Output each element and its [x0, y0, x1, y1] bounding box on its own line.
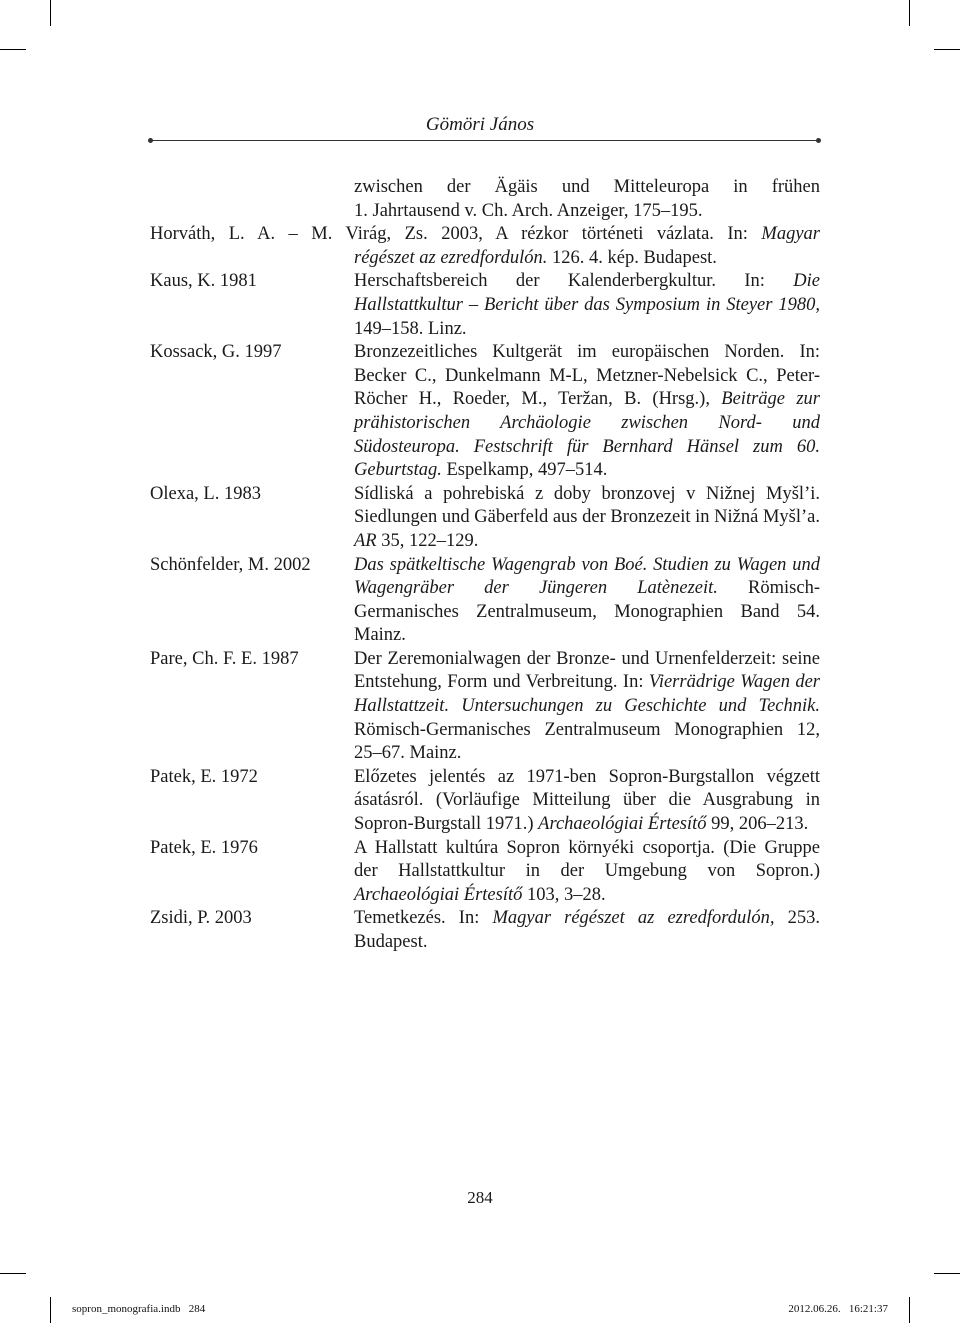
crop-mark [934, 1273, 960, 1274]
entry-author: Patek, E. 1972 [150, 766, 258, 787]
bibliography [150, 176, 820, 955]
entry-text [354, 907, 820, 954]
entry-title: Herschaftsbereich der Kalenderbergkultur. In: [354, 271, 794, 292]
entry-title: A Hallstatt kultúra Sopron környéki csoportja. (Die Gruppe der Hallstattkultur in der Umgebung von Sopron.) [354, 837, 820, 882]
entry-detail: Römisch-Germanisches Zentralmuseum Monographien 12, 25–67. Mainz. [354, 719, 820, 764]
entry-detail: 126. 4. kép. Budapest. [547, 247, 717, 268]
entry-source: AR [354, 530, 377, 551]
entry-detail: 99, 206–213. [706, 814, 809, 835]
entry-source: Archaeológiai Értesítő [538, 814, 707, 835]
bib-entry-kaus [150, 270, 820, 341]
entry-source: Die Hallstattkultur – Bericht über das Symposium in Steyer 1980, [354, 271, 820, 315]
footer-timestamp: 2012.06.26. 16:21:37 [788, 1303, 888, 1315]
entry-author: Schönfelder, M. 2002 [150, 554, 311, 575]
entry-text [354, 648, 820, 766]
entry-source: Magyar régészet az ezredfordulón, [492, 908, 775, 929]
entry-author: Olexa, L. 1983 [150, 483, 261, 504]
entry-text [354, 483, 820, 554]
entry-title: Das spätkeltische Wagengrab von Boé. Studien zu Wagen und Wagengräber der Jüngeren Latènezeit. [354, 554, 820, 599]
entry-title: Der Zeremonialwagen der Bronze- und Urnenfelderzeit: seine Entstehung, Form und Verbreitung. In: [354, 648, 820, 693]
bib-entry-zsidi [150, 907, 820, 954]
crop-mark [50, 0, 51, 26]
entry-author: Zsidi, P. 2003 [150, 908, 252, 929]
continuation-line: zwischen der Ägäis und Mitteleuropa in frühen [354, 177, 820, 197]
entry-title: Temetkezés. In: [354, 908, 493, 929]
running-header-author: Gömöri János [425, 114, 535, 135]
entry-title: régészet az ezredfordulón. [354, 247, 548, 268]
crop-mark [0, 49, 26, 50]
crop-mark [909, 1297, 910, 1323]
entry-title: Bronzezeitliches Kultgerät im europäischen Norden. In: Becker C., Dunkelmann M-L, Metzner-Nebelsick C., Peter-Röcher H., Roeder, M., Teržan, B. (Hrsg.), [354, 342, 820, 410]
entry-author: Kaus, K. 1981 [150, 271, 257, 292]
entry-detail: 35, 122–129. [376, 530, 479, 551]
bib-entry-horvath [150, 223, 820, 270]
bib-entry-patek-1972 [150, 766, 820, 837]
footer-file-info: sopron_monografia.indb 284 [72, 1303, 206, 1315]
bib-entry-olexa [150, 483, 820, 554]
entry-detail: Espelkamp, 497–514. [441, 460, 608, 481]
bib-entry-patek-1976 [150, 837, 820, 908]
entry-author: Patek, E. 1976 [150, 837, 258, 858]
crop-mark [934, 49, 960, 50]
bib-entry-pare [150, 648, 820, 766]
bib-entry-schonfelder [150, 554, 820, 648]
entry-title: Előzetes jelentés az 1971-ben Sopron-Burgstallon végzett ásatásról. (Vorläufige Mitteilung über die Ausgrabung in Sopron-Burgstall 1971.) [354, 766, 820, 835]
entry-source: Beiträge zur prähistorischen Archäologie zwischen Nord- und Südosteuropa. Festschrift für Bernhard Hänsel zum 60. Geburtstag. [354, 389, 820, 481]
bib-entry-continuation [150, 176, 820, 223]
entry-author: Kossack, G. 1997 [150, 342, 282, 363]
bib-entry-kossack [150, 341, 820, 483]
entry-author: Pare, Ch. F. E. 1987 [150, 648, 299, 669]
entry-detail: 149–158. Linz. [354, 318, 467, 339]
entry-citation: Horváth, L. A. – M. Virág, Zs. 2003, A rézkor történeti vázlata. In: [150, 224, 762, 245]
entry-text [354, 176, 820, 223]
entry-source: Archaeológiai Értesítő [354, 884, 523, 905]
continuation-line: 1. Jahrtausend v. Ch. Arch. Anzeiger, 175–195. [354, 200, 703, 221]
rule-dot-right [816, 138, 821, 143]
entry-text [354, 766, 820, 837]
entry-text [354, 341, 820, 483]
rule-dot-left [148, 138, 153, 143]
entry-text [354, 837, 820, 908]
entry-source: Vierrädrige Wagen der Hallstattzeit. Untersuchungen zu Geschichte und Technik. [354, 672, 821, 717]
crop-mark [0, 1273, 26, 1274]
entry-first-line [150, 223, 820, 247]
entry-text [150, 223, 820, 270]
crop-mark [909, 0, 910, 26]
entry-text [354, 554, 820, 648]
entry-detail: 103, 3–28. [522, 884, 606, 905]
entry-title: Magyar [761, 224, 820, 245]
crop-mark [50, 1297, 51, 1323]
entry-detail: Römisch-Germanisches Zentralmuseum, Monographien Band 54. Mainz. [354, 578, 820, 646]
entry-continuation [150, 247, 820, 271]
entry-text [354, 270, 820, 341]
page-number: 284 [467, 1188, 493, 1207]
header-rule [150, 140, 819, 141]
entry-detail: 253. Budapest. [354, 908, 820, 952]
entry-title: Sídliská a pohrebiská z doby bronzovej v Nižnej Myšl’i. Siedlungen und Gäberfeld aus der Bronzezeit in Nižná Myšl’a. [354, 483, 820, 528]
